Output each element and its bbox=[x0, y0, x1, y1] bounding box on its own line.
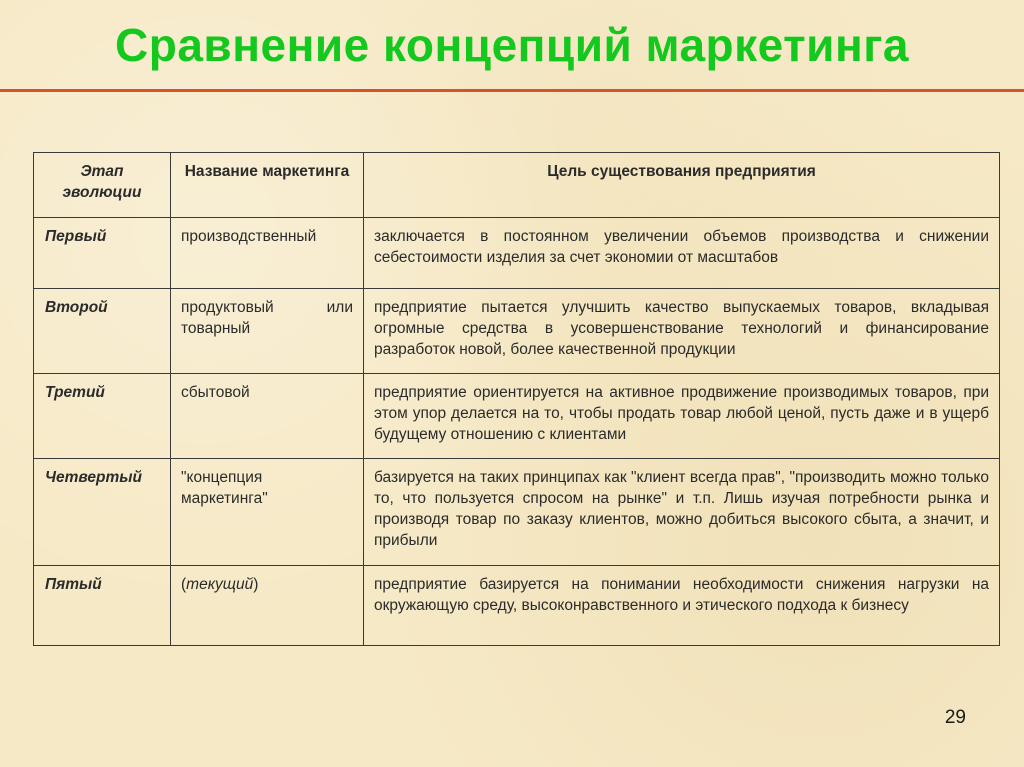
row-stage: Третий bbox=[34, 374, 171, 459]
row-name: сбытовой bbox=[171, 374, 364, 459]
table-row bbox=[34, 459, 1000, 566]
row-name-open: ( bbox=[181, 576, 187, 593]
table-row bbox=[34, 218, 1000, 289]
comparison-table bbox=[33, 152, 1000, 646]
page-number: 29 bbox=[944, 707, 966, 728]
row-goal: предприятие базируется на понимании необходимости снижения нагрузки на окружающую среду, высоконравственного и этического подхода к бизнесу bbox=[364, 566, 1000, 646]
row-goal: заключается в постоянном увеличении объемов производства и снижении себестоимости изделия за счет экономии от масштабов bbox=[364, 218, 1000, 289]
row-stage: Четвертый bbox=[34, 459, 171, 566]
row-name: "концепция маркетинга" bbox=[171, 459, 364, 566]
table-row bbox=[34, 289, 1000, 374]
header-name: Название маркетинга bbox=[171, 153, 364, 218]
row-name bbox=[171, 566, 364, 646]
row-goal: базируется на таких принципах как "клиент всегда прав", "производить можно только то, что пользуется спросом на рынке" и т.п. Лишь изучая потребности рынка и производя товар по заказу клиентов, можно добиться высокого сбыта, а значит, и прибыли bbox=[364, 459, 1000, 566]
row-stage: Первый bbox=[34, 218, 171, 289]
row-goal: предприятие пытается улучшить качество выпускаемых товаров, вкладывая огромные средства в усовершенствование технологий и финансирование разработок новой, более качественной продукции bbox=[364, 289, 1000, 374]
header-stage: Этап эволюции bbox=[34, 153, 171, 218]
title-divider bbox=[0, 89, 1024, 92]
row-stage: Пятый bbox=[34, 566, 171, 646]
slide-title: Сравнение концепций маркетинга bbox=[115, 19, 909, 71]
row-name-current: текущий bbox=[186, 576, 254, 593]
row-name-close: ) bbox=[253, 576, 259, 593]
table-row bbox=[34, 374, 1000, 459]
row-goal: предприятие ориентируется на активное продвижение производимых товаров, при этом упор делается на то, чтобы продать товар любой ценой, пусть даже и в ущерб будущему отношению с клиентами bbox=[364, 374, 1000, 459]
row-name: производственный bbox=[171, 218, 364, 289]
header-goal: Цель существования предприятия bbox=[364, 153, 1000, 218]
table-header-row bbox=[34, 153, 1000, 218]
row-stage: Второй bbox=[34, 289, 171, 374]
row-name: продуктовый или товарный bbox=[171, 289, 364, 374]
table-row bbox=[34, 566, 1000, 646]
